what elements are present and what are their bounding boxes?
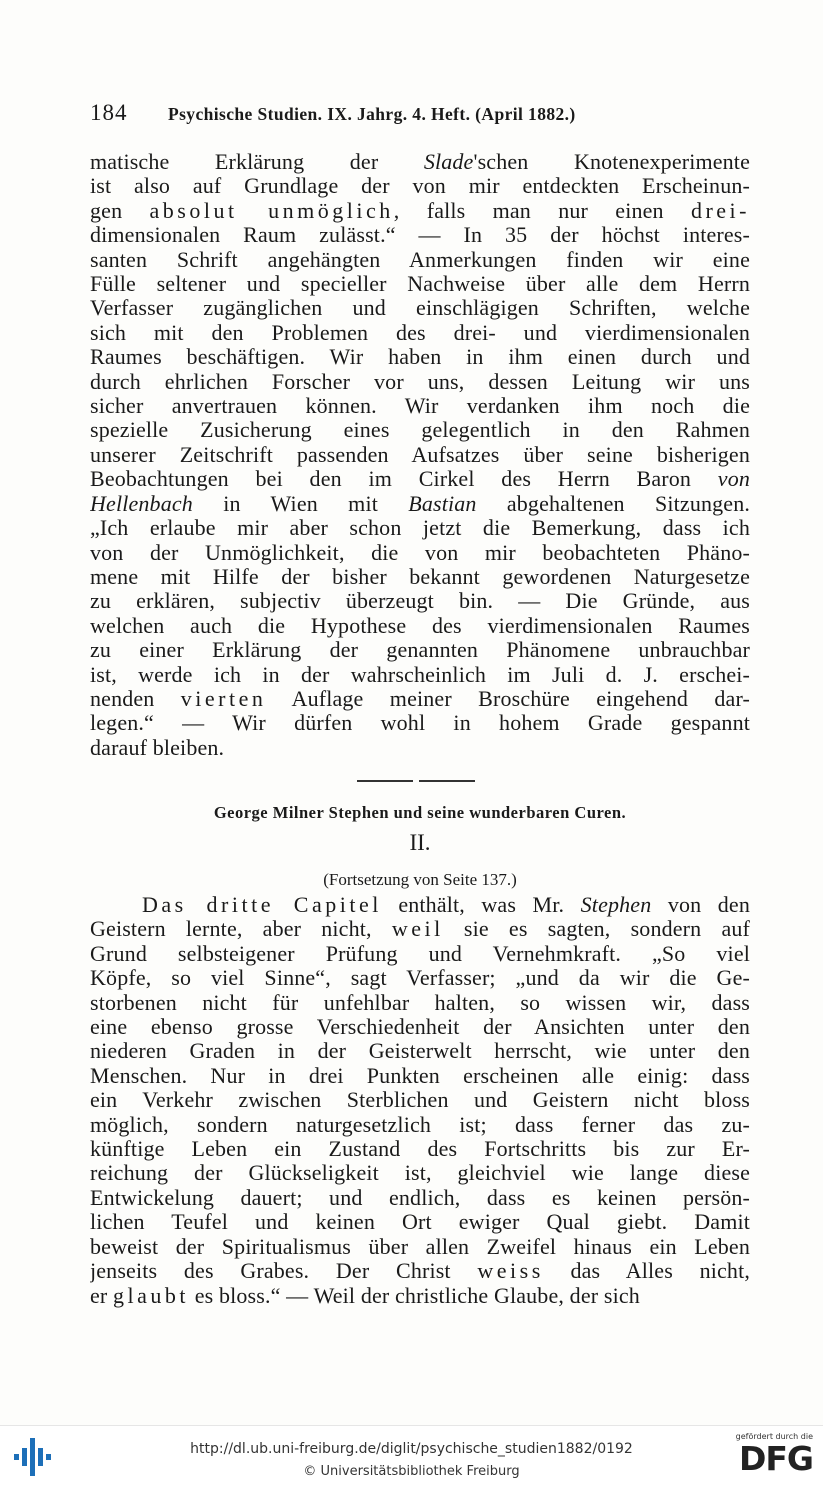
page-number: 184 bbox=[90, 100, 128, 125]
text-line bbox=[90, 1284, 750, 1308]
text-run: das Alles nicht, bbox=[543, 1259, 750, 1284]
viewer-footer bbox=[0, 1425, 823, 1488]
text-run: darauf bleiben. bbox=[90, 735, 225, 760]
text-run: „Ich erlaube mir aber schon jetzt die Bemerkung, dass ich bbox=[90, 516, 750, 541]
continuation-note: (Fortsetzung von Seite 137.) bbox=[323, 870, 517, 889]
text-run: ist, werde ich in der wahrscheinlich im Juli d. J. erschei- bbox=[90, 662, 750, 687]
text-line bbox=[90, 1161, 750, 1185]
text-run: Auflage meiner Broschüre eingehend dar- bbox=[266, 686, 750, 711]
text-run: künftige Leben ein Zustand des Fortschritts bis zur Er- bbox=[90, 1137, 750, 1162]
text-run: Verfasser zugänglichen und einschlägigen Schriften, welche bbox=[90, 296, 750, 321]
text-run: Menschen. Nur in drei Punkten erscheinen alle einig: dass bbox=[90, 1063, 750, 1088]
text-line bbox=[90, 516, 750, 540]
running-title: Psychische Studien. IX. Jahrg. 4. Heft. (April 1882.) bbox=[168, 104, 576, 124]
spaced-run: vierten bbox=[180, 686, 267, 711]
text-run: legen.“ — Wir dürfen wohl in hohem Grade gespannt bbox=[90, 711, 750, 736]
article-part-number: II. bbox=[409, 830, 431, 855]
text-line bbox=[90, 223, 750, 247]
text-line bbox=[90, 589, 750, 613]
text-line bbox=[90, 1039, 750, 1063]
text-line bbox=[90, 418, 750, 442]
top-paragraph bbox=[90, 150, 750, 760]
text-run: ein Verkehr zwischen Sterblichen und Geistern nicht bloss bbox=[90, 1088, 750, 1113]
text-line bbox=[90, 711, 750, 735]
text-line bbox=[90, 321, 750, 345]
text-line bbox=[90, 736, 750, 760]
spaced-run: glaubt bbox=[113, 1283, 190, 1308]
text-run: durch ehrlichen Forscher vor uns, dessen Leitung wir uns bbox=[90, 369, 750, 394]
text-line bbox=[90, 614, 750, 638]
text-run: zu erklären, subjectiv überzeugt bin. — Die Gründe, aus bbox=[90, 589, 750, 614]
text-line bbox=[90, 345, 750, 369]
section-divider bbox=[357, 780, 475, 782]
text-line bbox=[90, 663, 750, 687]
text-line bbox=[90, 1210, 750, 1234]
text-run: Entwickelung dauert; und endlich, dass es keinen persön- bbox=[90, 1185, 750, 1210]
text-line bbox=[90, 174, 750, 198]
text-run: Grund selbsteigener Prüfung und Vernehmkraft. „So viel bbox=[90, 941, 750, 966]
text-run: Köpfe, so viel Sinne“, sagt Verfasser; „und da wir die Ge- bbox=[90, 966, 750, 991]
italic-run: von bbox=[717, 467, 750, 492]
spaced-run: weiss bbox=[477, 1259, 544, 1284]
spaced-run: Das dritte Capitel bbox=[142, 893, 382, 917]
dfg-wordmark: DFG bbox=[738, 1439, 813, 1478]
text-run: 'schen Knotenexperimente bbox=[473, 150, 750, 174]
text-run: matische Erklärung der bbox=[90, 150, 424, 174]
text-run: reichung der Glückseligkeit ist, gleichviel wie lange diese bbox=[90, 1161, 750, 1186]
text-line bbox=[90, 1186, 750, 1210]
text-run: von der Unmöglichkeit, die von mir beobachteten Phäno- bbox=[90, 540, 750, 565]
dfg-caption: gefördert durch die bbox=[735, 1432, 813, 1441]
text-run: lichen Teufel und keinen Ort ewiger Qual giebt. Damit bbox=[90, 1210, 750, 1235]
italic-run: Slade bbox=[423, 150, 474, 174]
text-line bbox=[90, 917, 750, 941]
text-run: von den bbox=[651, 893, 750, 917]
text-line bbox=[90, 394, 750, 418]
text-run: , falls man nur einen bbox=[393, 198, 691, 223]
text-line bbox=[90, 638, 750, 662]
text-line bbox=[90, 1088, 750, 1112]
text-line bbox=[90, 443, 750, 467]
text-run: nenden bbox=[90, 686, 181, 711]
text-run: Geistern lernte, aber nicht, bbox=[90, 917, 392, 942]
text-line bbox=[90, 199, 750, 223]
text-line bbox=[90, 893, 750, 917]
text-line bbox=[90, 1064, 750, 1088]
text-run: ist also auf Grundlage der von mir entdeckten Erscheinun- bbox=[90, 174, 750, 199]
text-line bbox=[90, 1015, 750, 1039]
page-header bbox=[90, 100, 750, 126]
text-run: möglich, sondern naturgesetzlich ist; dass ferner das zu- bbox=[90, 1112, 750, 1137]
text-run: beweist der Spiritualismus über allen Zweifel hinaus ein Leben bbox=[90, 1234, 750, 1259]
text-run: welchen auch die Hypothese des vierdimensionalen Raumes bbox=[90, 613, 750, 638]
text-run: jenseits des Grabes. Der Christ bbox=[90, 1259, 478, 1284]
text-run: Raumes beschäftigen. Wir haben in ihm einen durch und bbox=[90, 345, 750, 370]
copyright-notice: © Universitätsbibliothek Freiburg bbox=[303, 1464, 520, 1479]
text-run: spezielle Zusicherung eines gelegentlich in den Rahmen bbox=[90, 418, 750, 443]
text-run: niederen Graden in der Geisterwelt herrscht, wie unter den bbox=[90, 1039, 750, 1064]
text-run: in Wien mit bbox=[192, 491, 409, 516]
text-line bbox=[90, 1137, 750, 1161]
text-run: eine ebenso grosse Verschiedenheit der Ansichten unter den bbox=[90, 1015, 750, 1040]
text-line bbox=[90, 942, 750, 966]
text-run: gen bbox=[90, 198, 150, 223]
text-run: abgehaltenen Sitzungen. bbox=[476, 491, 750, 516]
italic-run: Stephen bbox=[580, 893, 652, 917]
text-line bbox=[90, 1113, 750, 1137]
text-run: es bloss.“ — Weil der christliche Glaube, der sich bbox=[189, 1283, 640, 1308]
text-line bbox=[90, 1259, 750, 1283]
document-url-link[interactable]: http://dl.ub.uni-freiburg.de/diglit/psychische_studien1882/0192 bbox=[190, 1441, 633, 1457]
text-run: sich mit den Problemen des drei- und vierdimensionalen bbox=[90, 320, 750, 345]
dfg-logo[interactable] bbox=[723, 1432, 813, 1482]
text-run: enthält, was Mr. bbox=[381, 893, 581, 917]
bottom-paragraph bbox=[90, 893, 750, 1308]
text-run: zu einer Erklärung der genannten Phänomene unbrauchbar bbox=[90, 638, 750, 663]
text-run: unserer Zeitschrift passenden Aufsatzes über seine bisherigen bbox=[90, 442, 750, 467]
text-run: sie es sagten, sondern auf bbox=[443, 917, 750, 942]
spaced-run: weil bbox=[391, 917, 444, 942]
text-run: dimensionalen Raum zulässt.“ — In 35 der höchst interes- bbox=[90, 223, 750, 248]
text-line bbox=[90, 248, 750, 272]
text-line bbox=[90, 467, 750, 491]
article-title: George Milner Stephen und seine wunderbaren Curen. bbox=[213, 803, 627, 822]
text-line bbox=[90, 370, 750, 394]
text-line bbox=[90, 541, 750, 565]
text-line bbox=[90, 687, 750, 711]
text-line bbox=[90, 150, 750, 174]
spaced-run: drei- bbox=[690, 198, 750, 223]
text-run: santen Schrift angehängten Anmerkungen finden wir eine bbox=[90, 247, 750, 272]
text-line bbox=[90, 492, 750, 516]
text-line bbox=[90, 296, 750, 320]
text-run: Beobachtungen bei den im Cirkel des Herrn Baron bbox=[90, 467, 718, 492]
text-run: Fülle seltener und specieller Nachweise über alle dem Herrn bbox=[90, 272, 750, 297]
text-run: er bbox=[90, 1283, 114, 1308]
text-line bbox=[90, 966, 750, 990]
text-line bbox=[90, 272, 750, 296]
text-line bbox=[90, 1235, 750, 1259]
text-run: sicher anvertrauen können. Wir verdanken ihm noch die bbox=[90, 394, 750, 419]
text-line bbox=[90, 991, 750, 1015]
text-run: mene mit Hilfe der bisher bekannt gewordenen Naturgesetze bbox=[90, 564, 750, 589]
italic-run: Bastian bbox=[408, 491, 477, 516]
text-line bbox=[90, 565, 750, 589]
italic-run: Hellenbach bbox=[90, 491, 193, 516]
text-run: storbenen nicht für unfehlbar halten, so wissen wir, dass bbox=[90, 990, 750, 1015]
spaced-run: absolut unmöglich bbox=[149, 198, 394, 223]
